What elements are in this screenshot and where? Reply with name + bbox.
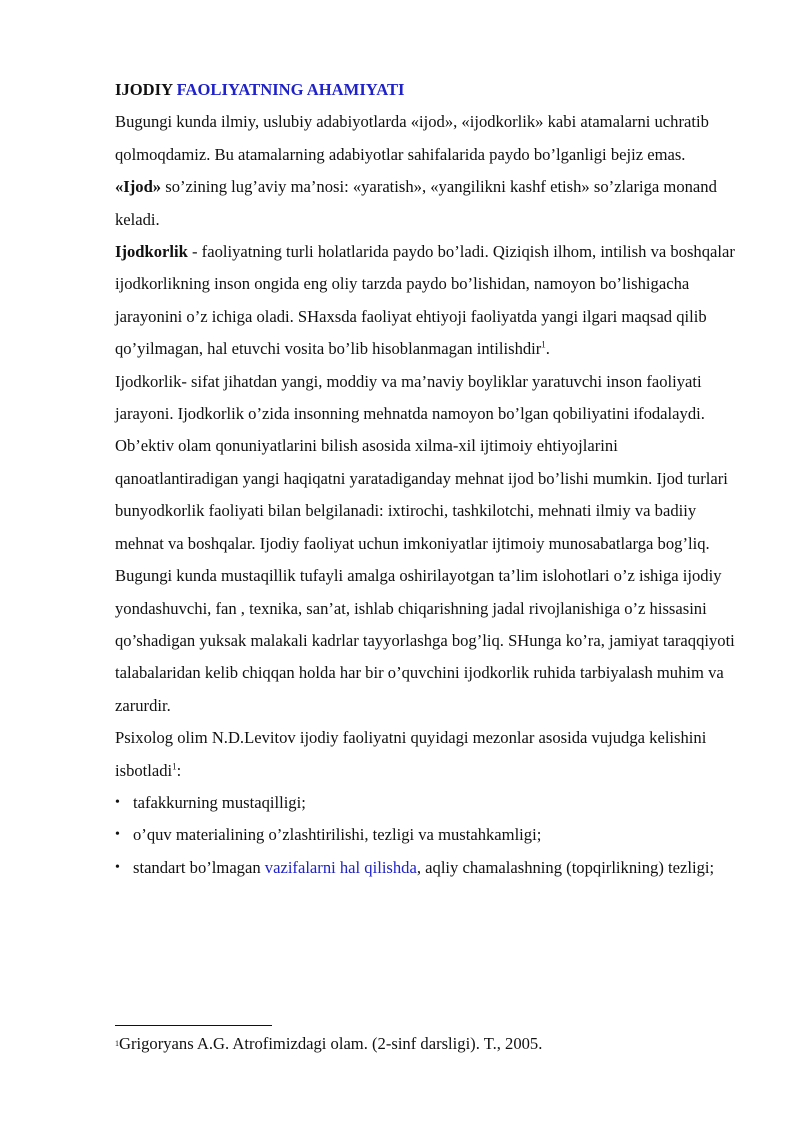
hyperlink-vazifalarni[interactable]: vazifalarni hal qilishda bbox=[264, 857, 417, 877]
footnote bbox=[115, 1030, 755, 1058]
list-item-text: tafakkurning mustaqilligi; bbox=[133, 792, 306, 812]
paragraph-end-punct: . bbox=[545, 339, 550, 359]
paragraph-ijodkorlik-process: Ijodkorlik- sifat jihatdan yangi, moddiy va ma’naviy boyliklar yaratuvchi inson faoliyati jarayoni. Ijodkorlik o’zida insonning mehnatda namoyon bo’lgan qobiliyatini ifodalaydi. Ob’ektiv olam qonuniyatlarini bilish asosida xilma-xil ijtimoiy ehtiyojlarini qanoatlantiradigan yangi haqiqatni yaratadiganday mehnat ijod bo’lishi mumkin. Ijod turlari bunyodkorlik faoliyati bilan belgilanadi: ixtirochi, tashkilotchi, mehnati ilmiy va badiiy mehnat va boshqalar. Ijodiy faoliyat uchun imkoniyatlar ijtimoiy munosabatlarga bog’liq. Bugungi kunda mustaqillik tufayli amalga oshirilayotgan ta’lim islohotlari o’z ishiga ijodiy yondashuvchi, fan , texnika, san’at, ishlab chiqarishning jadal rivojlanishiga o’z hissasini qo’shadigan yuksak malakali kadrlar tayyorlashga bog’liq. SHunga ko’ra, jamiyat taraqqiyoti talabalaridan kelib chiqqan holda har bir o’quvchini ijodkorlik ruhida tarbiyalash muhim va zarurdir. bbox=[115, 371, 735, 715]
list-item bbox=[115, 819, 745, 851]
footnote-ref[interactable]: 1 bbox=[541, 339, 546, 350]
document-body bbox=[115, 74, 745, 884]
list-item-text: o’quv materialining o’zlashtirilishi, tezligi va mustahkamligi; bbox=[133, 825, 542, 845]
footnote-number: 1 bbox=[115, 1039, 119, 1048]
list-item-text-pre: standart bo’lmagan bbox=[133, 857, 265, 877]
footnote-text: Grigoryans A.G. Atrofimizdagi olam. (2-sinf darsligi). T., 2005. bbox=[119, 1034, 543, 1053]
title-part-blue: FAOLIYATNING AHAMIYATI bbox=[176, 80, 405, 99]
term-ijod: «Ijod» bbox=[115, 177, 162, 197]
bullet-icon: • bbox=[115, 859, 120, 875]
list-item-text-post: , aqliy chamalashning (topqirlikning) tezligi; bbox=[416, 857, 715, 877]
criteria-list bbox=[115, 787, 745, 884]
title-part-black: IJODIY bbox=[115, 80, 177, 99]
paragraph-ijod-text: so’zining lug’aviy ma’nosi: «yaratish», «yangilikni kashf etish» so’zlariga monand keladi. bbox=[115, 177, 717, 229]
paragraph-levitov-text: Psixolog olim N.D.Levitov ijodiy faoliyatni quyidagi mezonlar asosida vujudga kelishini isbotladi bbox=[115, 728, 707, 780]
page-title bbox=[115, 74, 745, 106]
bullet-icon: • bbox=[115, 827, 120, 843]
paragraph-end-punct: : bbox=[176, 760, 182, 780]
term-ijodkorlik: Ijodkorlik bbox=[115, 242, 188, 262]
list-item bbox=[115, 852, 745, 884]
footnote-ref[interactable]: 1 bbox=[172, 761, 177, 771]
list-item bbox=[115, 787, 745, 819]
bullet-icon: • bbox=[115, 794, 120, 810]
footnote-divider bbox=[115, 1025, 272, 1026]
paragraph-ijod-definition bbox=[115, 171, 745, 236]
paragraph-intro: Bugungi kunda ilmiy, uslubiy adabiyotlarda «ijod», «ijodkorlik» kabi atamalarni uchratib qolmoqdamiz. Bu atamalarning adabiyotlar sahifalarida paydo bo’lganligi bejiz emas. bbox=[115, 112, 709, 164]
paragraph-levitov bbox=[115, 722, 745, 787]
paragraph-ijodkorlik-text: - faoliyatning turli holatlarida paydo bo’ladi. Qiziqish ilhom, intilish va boshqalar ijodkorlikning inson ongida eng oliy tarzda paydo bo’lishidan, namoyon bo’lishigacha jarayonini o’z ichiga oladi. SHaxsda faoliyat ehtiyoji faoliyatda yangi ilgari maqsad qilib qo’yilmagan, hal etuvchi vosita bo’lib hisoblanmagan intilishdir bbox=[115, 242, 735, 359]
paragraph-ijodkorlik-definition bbox=[115, 236, 745, 366]
